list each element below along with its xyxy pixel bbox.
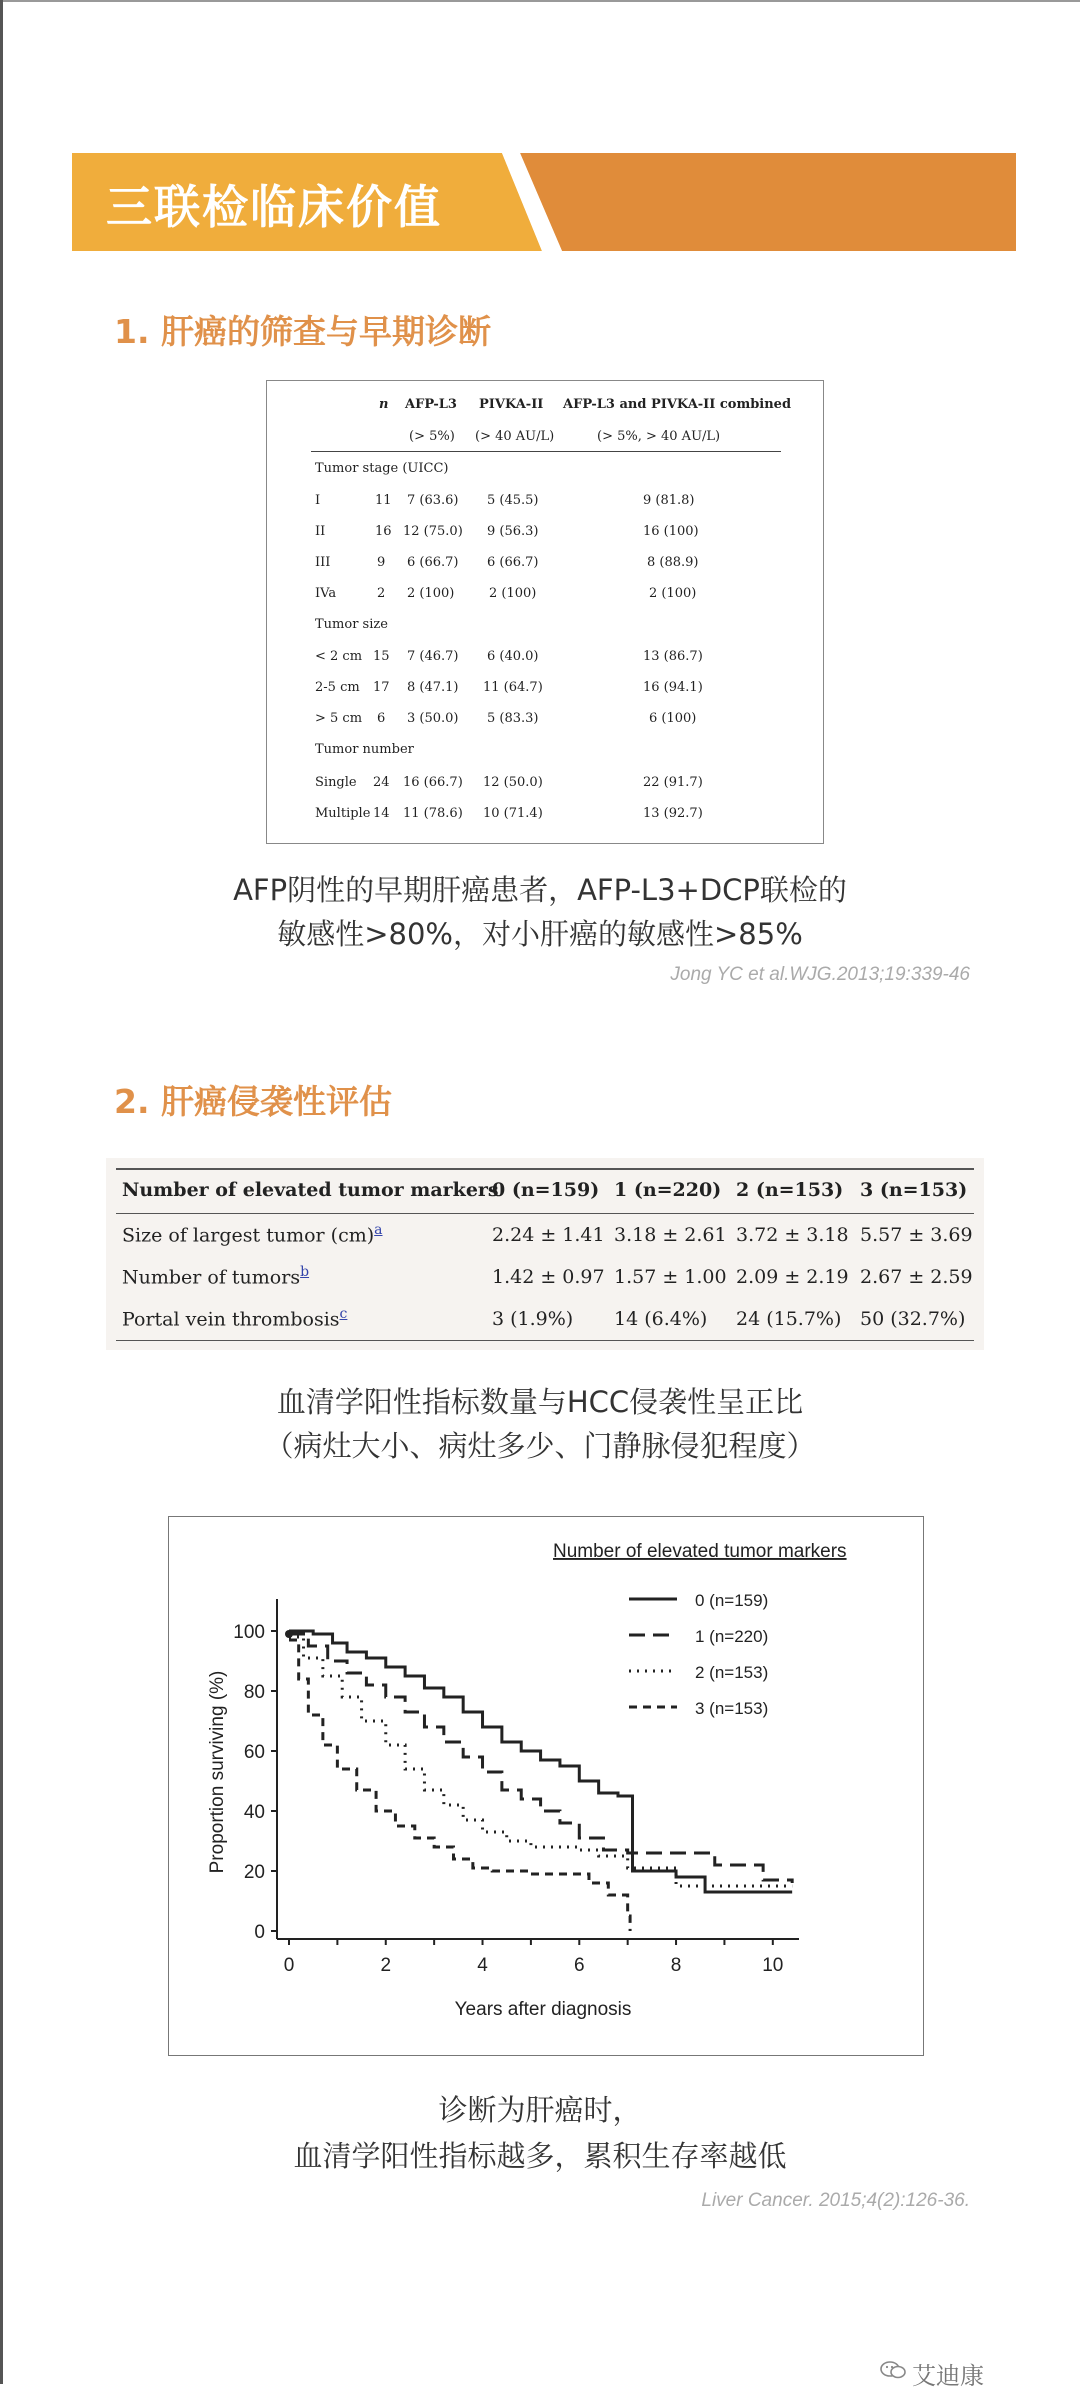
row-afp: 2 (100): [407, 586, 455, 601]
row-pivka: 11 (64.7): [483, 680, 543, 695]
group-label: Tumor number: [315, 742, 414, 757]
row-pivka: 12 (50.0): [483, 775, 543, 790]
row-combined: 16 (94.1): [643, 680, 703, 695]
row-name: Single: [315, 775, 357, 790]
section1-citation: Jong YC et al.WJG.2013;19:339-46: [670, 964, 970, 985]
header-3: 3 (n=153): [860, 1179, 968, 1201]
x-tick-label: 4: [477, 1955, 488, 1976]
row-n: 24: [373, 775, 390, 790]
header-afp: AFP-L3: [405, 397, 457, 412]
table-rule: [311, 451, 781, 452]
x-tick-label: 10: [762, 1955, 784, 1976]
section3-caption-line2: 血清学阳性指标越多，累积生存率越低: [293, 2139, 787, 2173]
y-tick-label: 40: [243, 1802, 265, 1823]
row-n: 2: [377, 586, 386, 601]
row-pivka: 2 (100): [489, 586, 537, 601]
row-n: 15: [373, 649, 390, 664]
footnote-link[interactable]: b: [300, 1264, 310, 1280]
group-label: Tumor size: [315, 617, 388, 632]
header-n: n: [379, 397, 389, 412]
row-pivka: 5 (83.3): [487, 711, 539, 726]
row-afp: 16 (66.7): [403, 775, 463, 790]
row-n: 11: [375, 493, 392, 508]
row-value: 3 (1.9%): [492, 1308, 574, 1330]
group-label: Tumor stage (UICC): [315, 461, 449, 476]
row-combined: 13 (86.7): [643, 649, 703, 664]
row-afp: 7 (63.6): [407, 493, 459, 508]
row-combined: 2 (100): [649, 586, 697, 601]
invasiveness-table: [106, 1158, 984, 1350]
section1-caption-line2: 敏感性>80%，对小肝癌的敏感性>85%: [277, 917, 803, 951]
section2-caption-line2: （病灶大小、病灶多少、门静脉侵犯程度）: [264, 1429, 816, 1463]
row-label: Size of largest tumor (cm)$^a$: [122, 1222, 383, 1247]
row-value: 5.57 ± 3.69: [860, 1224, 973, 1246]
row-label: Number of tumors$^b$: [122, 1264, 310, 1289]
brand-logo-text: 艾迪康: [912, 2362, 984, 2390]
series-line-3: [289, 1640, 630, 1931]
header-2: 2 (n=153): [736, 1179, 844, 1201]
subheader-combined: (> 5%, > 40 AU/L): [597, 429, 721, 444]
row-value: 3.72 ± 3.18: [736, 1224, 849, 1246]
row-pivka: 9 (56.3): [487, 524, 539, 539]
row-name: IVa: [315, 586, 337, 601]
row-afp: 12 (75.0): [403, 524, 463, 539]
row-combined: 8 (88.9): [647, 555, 699, 570]
subheader-pivka: (> 40 AU/L): [475, 429, 555, 444]
section3-caption-line1: 诊断为肝癌时，: [438, 2093, 642, 2127]
section2-caption-line1: 血清学阳性指标数量与HCC侵袭性呈正比: [276, 1385, 804, 1419]
x-tick-label: 8: [670, 1955, 682, 1976]
row-value: 1.57 ± 1.00: [614, 1266, 727, 1288]
section2-heading: 2. 肝癌侵袭性评估: [114, 1082, 392, 1121]
row-afp: 7 (46.7): [407, 649, 459, 664]
row-value: 1.42 ± 0.97: [492, 1266, 605, 1288]
row-value: 2.09 ± 2.19: [736, 1266, 849, 1288]
wechat-icon: [880, 2360, 906, 2380]
row-value: 2.67 ± 2.59: [860, 1266, 973, 1288]
row-combined: 6 (100): [649, 711, 697, 726]
row-pivka: 5 (45.5): [487, 493, 539, 508]
header-0: 0 (n=159): [492, 1179, 600, 1201]
legend-label-3: 3 (n=153): [695, 1699, 769, 1718]
table-rule: [116, 1168, 974, 1170]
row-afp: 6 (66.7): [407, 555, 459, 570]
top-border: [0, 0, 1080, 2]
row-pivka: 10 (71.4): [483, 806, 543, 821]
y-tick-label: 60: [243, 1742, 265, 1763]
row-n: 9: [377, 555, 386, 570]
legend-label-1: 1 (n=220): [695, 1627, 769, 1646]
row-value: 50 (32.7%): [860, 1308, 966, 1330]
row-combined: 9 (81.8): [643, 493, 695, 508]
legend-title: Number of elevated tumor markers: [553, 1541, 847, 1562]
row-name: < 2 cm: [315, 649, 363, 664]
section1-heading: 1. 肝癌的筛查与早期诊断: [114, 312, 491, 351]
row-name: Multiple: [315, 806, 371, 821]
banner-title: 三联检临床价值: [106, 180, 442, 234]
subheader-afp: (> 5%): [409, 429, 455, 444]
row-afp: 8 (47.1): [407, 680, 459, 695]
row-combined: 16 (100): [643, 524, 699, 539]
x-tick-label: 2: [380, 1955, 392, 1976]
footnote-link[interactable]: c: [339, 1306, 348, 1322]
legend-label-2: 2 (n=153): [695, 1663, 769, 1682]
row-combined: 13 (92.7): [643, 806, 703, 821]
row-value: 2.24 ± 1.41: [492, 1224, 605, 1246]
row-pivka: 6 (66.7): [487, 555, 539, 570]
row-combined: 22 (91.7): [643, 775, 703, 790]
left-border: [0, 0, 3, 2384]
row-value: 3.18 ± 2.61: [614, 1224, 727, 1246]
sensitivity-table: [266, 380, 824, 844]
section1-caption-line1: AFP阴性的早期肝癌患者，AFP-L3+DCP联检的: [233, 873, 847, 907]
row-name: III: [315, 555, 331, 570]
x-tick-label: 6: [573, 1955, 585, 1976]
y-axis-label: Proportion surviving (%): [207, 1670, 228, 1874]
table-rule: [116, 1340, 974, 1341]
y-tick-label: 100: [233, 1622, 265, 1643]
row-label: Portal vein thrombosis$^c$: [122, 1306, 348, 1331]
header-1: 1 (n=220): [614, 1179, 722, 1201]
row-name: 2-5 cm: [315, 680, 360, 695]
legend-label-0: 0 (n=159): [695, 1591, 769, 1610]
x-tick-label: 0: [283, 1955, 295, 1976]
section3-citation: Liver Cancer. 2015;4(2):126-36.: [701, 2190, 970, 2211]
y-tick-label: 20: [243, 1862, 265, 1883]
row-n: 6: [377, 711, 386, 726]
row-name: I: [315, 493, 321, 508]
table-rule: [116, 1213, 974, 1214]
header-markers: Number of elevated tumor markers: [122, 1179, 499, 1201]
row-n: 16: [375, 524, 392, 539]
row-pivka: 6 (40.0): [487, 649, 539, 664]
footnote-link[interactable]: a: [374, 1222, 383, 1238]
row-value: 24 (15.7%): [736, 1308, 842, 1330]
header-combined: AFP-L3 and PIVKA-II combined: [563, 397, 792, 412]
survival-chart: [168, 1516, 924, 2056]
row-value: 14 (6.4%): [614, 1308, 708, 1330]
x-axis-label: Years after diagnosis: [454, 1999, 632, 2020]
row-n: 17: [373, 680, 390, 695]
row-name: II: [315, 524, 326, 539]
row-afp: 11 (78.6): [403, 806, 463, 821]
section-banner: [72, 153, 1016, 251]
start-point: [285, 1630, 293, 1638]
row-name: > 5 cm: [315, 711, 363, 726]
row-afp: 3 (50.0): [407, 711, 459, 726]
header-pivka: PIVKA-II: [479, 397, 544, 412]
y-tick-label: 80: [243, 1682, 265, 1703]
y-tick-label: 0: [254, 1922, 265, 1943]
row-n: 14: [373, 806, 390, 821]
survival-chart-svg: [169, 1517, 923, 2055]
